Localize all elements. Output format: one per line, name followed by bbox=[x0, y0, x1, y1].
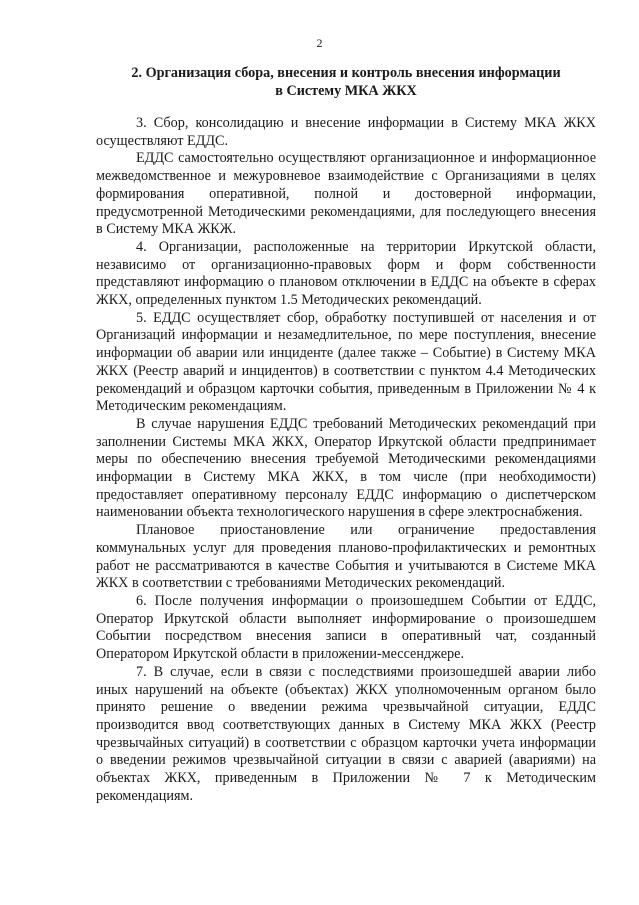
section-heading-line-2: в Систему МКА ЖКХ bbox=[275, 83, 417, 99]
paragraph-planned-suspension: Плановое приостановление или ограничение предоставления коммунальных услуг для проведения планово-профилактических и ремонтных работ не рассматриваются в качестве События и учитываются в Системе МКА ЖКХ в соответствии с требованиями Методических рекомендаций. bbox=[96, 522, 596, 592]
paragraph-item-6: 6. После получения информации о произошедшем Событии от ЕДДС, Оператор Иркутской области выполняет информирование о произошедшем Событии посредством внесения записи в оперативный чат, созданный Оператором Иркутской области в приложении-мессенджере. bbox=[96, 592, 596, 663]
section-body bbox=[96, 115, 596, 805]
paragraph-edds-interaction: ЕДДС самостоятельно осуществляют организационное и информационное межведомственное и межуровневое взаимодействие с Организациями в целях формирования оперативной, полной и достоверной информации, предусмотренной Методическими рекомендациями, для последующего внесения в Систему МКА ЖКЖ. bbox=[96, 150, 596, 238]
section-heading bbox=[96, 64, 596, 100]
paragraph-item-5: 5. ЕДДС осуществляет сбор, обработку поступившей от населения и от Организаций информации и незамедлительное, по мере поступления, внесение информации об аварии или инциденте (далее также – Событие) в Систему МКА ЖКХ (Реестр аварий и инцидентов) в соответствии с пунктом 4.4 Методических рекомендаций и образцом карточки события, приведенным в Приложении № 4 к Методическим рекомендациям. bbox=[96, 309, 596, 415]
paragraph-item-3: 3. Сбор, консолидацию и внесение информации в Систему МКА ЖКХ осуществляют ЕДДС. bbox=[96, 115, 596, 149]
paragraph-item-7: 7. В случае, если в связи с последствиями произошедшей аварии либо иных нарушений на объекте (объектах) ЖКХ уполномоченным органом было принято решение о введении режима чрезвычайной ситуации, ЕДДС производится ввод соответствующих данных в Систему МКА ЖКХ (Реестр чрезвычайных ситуаций) в соответствии с образцом карточки учета информации о введении режимов чрезвычайной ситуации в связи с аварией (авариями) на объектах ЖКХ, приведенным в Приложении № 7 к Методическим рекомендациям. bbox=[96, 663, 596, 804]
section-heading-line-1: 2. Организация сбора, внесения и контроль внесения информации bbox=[131, 65, 561, 81]
paragraph-violation-case: В случае нарушения ЕДДС требований Методических рекомендаций при заполнении Системы МКА ЖКХ, Оператор Иркутской области предпринимает меры по обеспечению внесения требуемой Методическими рекомендациями информации в Систему МКА ЖКХ, в том числе (при необходимости) предоставляет оперативному персоналу ЕДДС информацию о диспетчерском наименовании объекта технологического нарушения в сфере электроснабжения. bbox=[96, 415, 596, 521]
page-number: 2 bbox=[316, 36, 323, 50]
paragraph-item-4: 4. Организации, расположенные на территории Иркутской области, независимо от организационно-правовых форм и форм собственности представляют информацию о плановом отключении в ЕДДС на объекте в сферах ЖКХ, определенных пунктом 1.5 Методических рекомендаций. bbox=[96, 238, 596, 309]
